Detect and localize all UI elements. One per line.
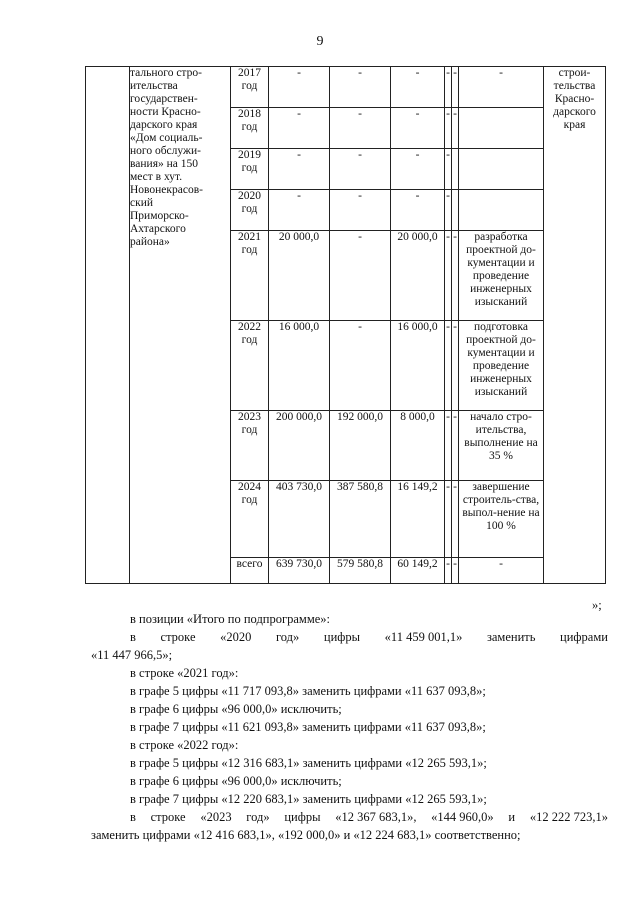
paragraph-word: «11 459 001,1» [384,630,463,644]
table-cell-col9: - [452,108,459,149]
object-name-line: ности Красно- [130,106,201,118]
table-cell-col9: - [452,321,459,411]
table-cell-col6: - [330,67,391,108]
object-name-line: тального стро- [130,67,202,79]
table-cell-col9: - [452,67,459,108]
table-cell-year [231,481,269,558]
object-name-line: Новонекрасов- [130,184,203,196]
page-number: 9 [316,34,324,49]
year-value: 2024 [238,481,261,493]
paragraph-word: цифрами [560,630,608,644]
table-cell-col6: - [330,321,391,411]
executor-line: дарского [553,106,596,118]
paragraph-word: заменить [486,630,536,644]
table-cell-col6: - [330,190,391,231]
year-value: 2023 [238,411,261,423]
table-cell-col9 [452,149,459,190]
table-cell-col8: - [445,190,452,231]
object-name-line: мест в хут. [130,171,183,183]
object-name-line: района» [130,236,170,248]
year-value: 2018 [238,108,261,120]
year-unit: год [241,203,258,215]
paragraph-2022-col7: в графе 7 цифры «12 220 683,1» заменить цифрами «12 265 593,1»; [130,792,487,806]
object-name-line: государствен- [130,93,198,105]
object-name-line: ительства [130,80,178,92]
paragraph-2021-col5: в графе 5 цифры «11 717 093,8» заменить цифрами «11 637 093,8»; [130,684,486,698]
paragraph-word: строке [150,810,186,824]
table-cell-year [231,190,269,231]
paragraph-word: в [130,630,136,644]
year-value: всего [236,558,263,570]
paragraph-2021-col7: в графе 7 цифры «11 621 093,8» заменить цифрами «11 637 093,8»; [130,720,486,734]
executor-line: строи- [558,67,591,79]
table-cell-col8: - [445,481,452,558]
table-cell-total: 639 730,0 [269,558,330,584]
table-cell-result: разработка проектной до-кументации и проведение инженерных изысканий [459,231,544,321]
paragraph-2020-continuation: «11 447 966,5»; [91,648,173,662]
year-unit: год [241,494,258,506]
table-cell-year [231,108,269,149]
table-cell-year [231,67,269,108]
table-cell-col6: 192 000,0 [330,411,391,481]
table-cell-col6: - [330,149,391,190]
table-cell-col6: - [330,231,391,321]
table-closing-mark: »; [592,598,602,612]
table-cell-col8: - [445,411,452,481]
paragraph-word: «144 960,0» [431,810,494,824]
table-cell-col8: - [445,558,452,584]
table-cell-col8: - [445,149,452,190]
table-cell-col7: 20 000,0 [391,231,445,321]
year-value: 2020 [238,190,261,202]
executor-line: Красно- [554,93,595,105]
table-cell-col9: - [452,558,459,584]
table-cell-total: 403 730,0 [269,481,330,558]
table-cell-col7: - [391,190,445,231]
paragraph-2023-continuation: заменить цифрами «12 416 683,1», «192 000,0» и «12 224 683,1» соответственно; [91,828,521,842]
table-cell-col7: - [391,149,445,190]
table-cell-col9: - [452,481,459,558]
table-cell-col9: - [452,411,459,481]
table-cell-col6: 387 580,8 [330,481,391,558]
table-cell-object-name [130,67,231,584]
table-cell-year [231,558,269,584]
table-cell-result [459,149,544,190]
table-cell-total: - [269,108,330,149]
paragraph-2022-col6: в графе 6 цифры «96 000,0» исключить; [130,774,342,788]
table-cell-result: - [459,67,544,108]
table-cell-number [86,67,130,584]
object-name-line: Приморско- [130,210,189,222]
paragraph-2021-col6: в графе 6 цифры «96 000,0» исключить; [130,702,342,716]
table-cell-total: 200 000,0 [269,411,330,481]
year-value: 2021 [238,231,261,243]
object-name-line: ного обслужи- [130,145,201,157]
table-cell-col8: - [445,321,452,411]
table-cell-total: 20 000,0 [269,231,330,321]
table-cell-year [231,231,269,321]
year-unit: год [241,424,258,436]
paragraph-2022-col5: в графе 5 цифры «12 316 683,1» заменить цифрами «12 265 593,1»; [130,756,487,770]
paragraph-word: цифры [323,630,361,644]
paragraph-2022-header: в строке «2022 год»: [130,738,239,752]
table-cell-year [231,411,269,481]
object-name-line: ский [130,197,153,209]
table-cell-total: - [269,149,330,190]
paragraph-word: «12 222 723,1» [529,810,608,824]
program-table [85,66,606,584]
year-unit: год [241,334,258,346]
year-value: 2022 [238,321,261,333]
table-cell-year [231,149,269,190]
paragraph-word: «12 367 683,1», [335,810,417,824]
year-unit: год [241,121,258,133]
paragraph-itogo: в позиции «Итого по подпрограмме»: [130,612,331,626]
table-cell-col8: - [445,231,452,321]
table-cell-col7: 8 000,0 [391,411,445,481]
table-cell-year [231,321,269,411]
object-name-line: дарского края [130,119,198,131]
table-row [86,67,606,108]
table-cell-result: - [459,558,544,584]
table-cell-col6: - [330,108,391,149]
table-cell-result: завершение строитель-ства, выпол-нение на 100 % [459,481,544,558]
paragraph-word: цифры [284,810,321,824]
table-cell-result: подготовка проектной до-кументации и проведение инженерных изысканий [459,321,544,411]
table-cell-col7: - [391,108,445,149]
executor-line: края [563,119,586,131]
table-cell-col8: - [445,108,452,149]
table-cell-executor [544,67,606,584]
paragraph-2023-line [130,810,608,825]
year-unit: год [241,80,258,92]
object-name-line: «Дом социаль- [130,132,203,144]
year-value: 2017 [238,67,261,79]
paragraph-word: в [130,810,136,824]
table-cell-col9 [452,190,459,231]
table-cell-total: - [269,67,330,108]
paragraph-word: и [508,810,516,824]
table-cell-total: 16 000,0 [269,321,330,411]
table-cell-result: начало стро-ительства, выполнение на 35 % [459,411,544,481]
paragraph-word: строке [160,630,196,644]
paragraph-word: «2023 [200,810,232,824]
table-cell-result [459,190,544,231]
paragraph-word: год» [246,810,270,824]
table-cell-col6: 579 580,8 [330,558,391,584]
table-cell-col9: - [452,231,459,321]
year-unit: год [241,162,258,174]
paragraph-word: «2020 [220,630,252,644]
object-name-line: Ахтарского [130,223,186,235]
year-unit: год [241,244,258,256]
table-cell-total: - [269,190,330,231]
paragraph-2021-header: в строке «2021 год»: [130,666,239,680]
paragraph-2020-line [130,630,608,645]
table-cell-col7: 16 000,0 [391,321,445,411]
table-cell-col7: 60 149,2 [391,558,445,584]
object-name-line: вания» на 150 [130,158,198,170]
table-cell-result [459,108,544,149]
year-value: 2019 [238,149,261,161]
paragraph-word: год» [275,630,300,644]
executor-line: тельства [553,80,596,92]
table-cell-col8: - [445,67,452,108]
table-cell-col7: - [391,67,445,108]
table-cell-col7: 16 149,2 [391,481,445,558]
